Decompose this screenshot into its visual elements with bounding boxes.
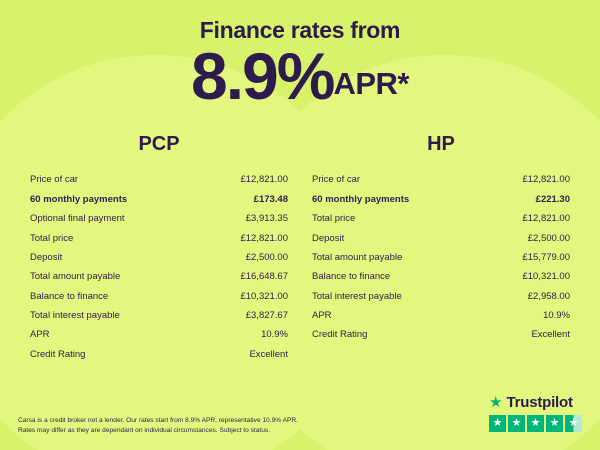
table-row [312,228,570,247]
row-value: £15,779.00 [522,251,570,263]
row-value: £16,648.67 [240,271,288,283]
row-label: Credit Rating [312,329,368,341]
row-value: £12,821.00 [240,232,288,244]
row-label: Total interest payable [30,310,120,322]
row-label: Price of car [312,174,361,186]
row-value: £12,821.00 [522,174,570,186]
table-row [312,248,570,267]
row-value: £10,321.00 [522,271,570,283]
disclaimer-line-2: Rates may differ as they are dependant on individual circumstances. Subject to status. [18,426,271,434]
row-label: Total amount payable [30,271,121,283]
table-row [312,170,570,189]
row-label: APR [312,310,332,322]
trustpilot-rating-stars [489,415,582,432]
row-value: £2,500.00 [245,251,288,263]
table-row [30,325,288,344]
row-value: £3,827.67 [245,310,288,322]
rates-table-pcp [30,170,288,364]
row-label: Deposit [312,232,345,244]
finance-column-hp [300,133,582,364]
row-value: £12,821.00 [240,174,288,186]
row-value: 10.9% [261,329,288,341]
row-value: Excellent [249,348,288,360]
table-row [312,267,570,286]
row-label: Credit Rating [30,348,86,360]
row-label: Total price [312,213,356,225]
table-row [30,170,288,189]
row-value: £173.48 [253,193,288,205]
table-row [30,345,288,364]
column-title-hp: HP [427,133,455,156]
row-value: £12,821.00 [522,213,570,225]
finance-column-pcp [18,133,300,364]
row-label: Price of car [30,174,79,186]
row-value: Excellent [531,329,570,341]
rate-headline [0,39,600,113]
finance-columns [0,133,600,364]
table-row [30,306,288,325]
star-icon: ★ [508,415,525,432]
row-value: £221.30 [535,193,570,205]
disclaimer-line-1: Carsa is a credit broker not a lender. Our rates start from 8.9% APR, representative 10.9% APR. [18,416,298,424]
row-label: Optional final payment [30,213,125,225]
table-row [30,228,288,247]
row-value: £2,500.00 [527,232,570,244]
table-row [312,325,570,344]
row-label: 60 monthly payments [30,193,128,205]
row-label: APR [30,329,50,341]
table-row [30,287,288,306]
rate-value: 8.9% [191,39,334,113]
row-label: Total interest payable [312,290,402,302]
row-label: 60 monthly payments [312,193,410,205]
row-value: £3,913.35 [245,213,288,225]
page-title: Finance rates from [199,17,401,43]
table-row [312,287,570,306]
row-label: Deposit [30,251,63,263]
table-row [30,248,288,267]
row-value: 10.9% [543,310,570,322]
table-row [30,190,288,209]
table-row [30,267,288,286]
star-icon: ★ [546,415,563,432]
trustpilot-widget[interactable] [489,394,582,432]
row-label: Total amount payable [312,251,403,263]
rate-suffix: APR* [333,66,409,101]
row-label: Balance to finance [30,290,109,302]
trustpilot-header [489,394,582,411]
row-label: Total price [30,232,74,244]
row-value: £2,958.00 [527,290,570,302]
table-row [30,209,288,228]
row-label: Balance to finance [312,271,391,283]
column-title-pcp: PCP [138,133,180,156]
star-icon: ★ [527,415,544,432]
table-row [312,190,570,209]
star-icon: ★ [489,415,506,432]
disclaimer [18,416,298,436]
table-row [312,306,570,325]
trustpilot-star-icon: ★ [489,394,503,411]
rates-table-hp [312,170,570,344]
row-value: £10,321.00 [240,290,288,302]
table-row [312,209,570,228]
trustpilot-label: Trustpilot [506,394,573,411]
star-icon-half: ★ [565,415,582,432]
